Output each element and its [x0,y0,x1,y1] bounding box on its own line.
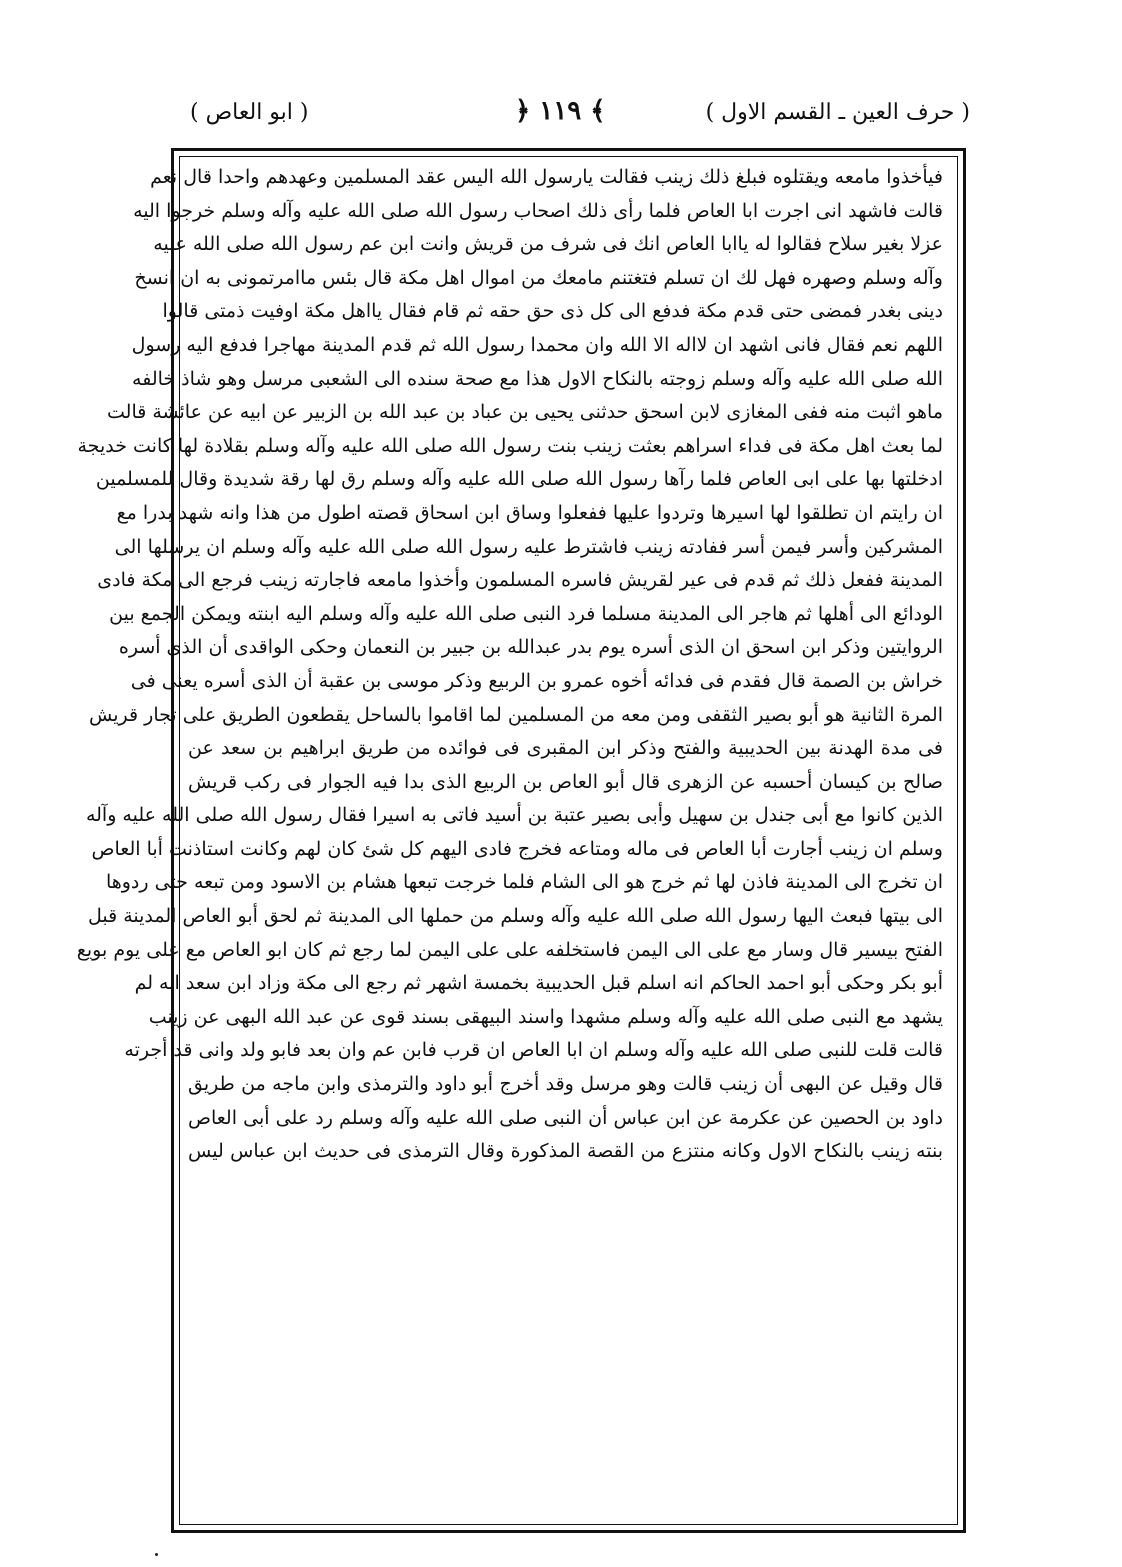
text-line: الى بيتها فبعث اليها رسول الله صلى الله عليه وآله وسلم من حملها الى المدينة ثم لحق أبو العاص المدينة قبل [87,905,943,928]
text-line: يشهد مع النبى صلى الله عليه وآله وسلم مشهدا واسند البيهقى بسند قوى عن عبد الله البهى عن زينب [148,1005,943,1028]
text-line: أبو بكر وحكى أبو احمد الحاكم انه اسلم قبل الحديبية بخمسة اشهر ثم رجع الى مكة وزاد ابن سعد انه لم [134,972,943,995]
scan-speck [155,1553,158,1556]
text-line: الذين كانوا مع أبى جندل بن سهيل وأبى بصير عتبة بن أسيد فاتى به اسيرا فقال رسول الله صلى الله عليه وآله [85,804,943,827]
text-line: لما بعث اهل مكة فى فداء اسراهم بعثت زينب بنت رسول الله صلى الله عليه وآله وسلم بقلادة لها كانت خديجة [77,434,943,457]
text-line: الله صلى الله عليه وآله وسلم زوجته بالنكاح الاول هذا مع صحة سنده الى الشعبى مرسل وهو شاذ خالفه [132,367,943,390]
text-line: عزلا بغير سلاح فقالوا له ياابا العاص انك فى شرف من قريش وانت ابن عم رسول الله صلى الله عليه [153,233,943,256]
text-line: الفتح بيسير قال وسار مع على الى اليمن فاستخلفه على على اليمن لما رجع ثم كان ابو العاص مع على يوم بويع [76,938,943,961]
text-line: خراش بن الصمة قال فقدم فى فدائه أخوه عمرو بن الربيع وذكر موسى بن عقبة أن الذى أسره يعنى فى [130,669,943,692]
text-line: المرة الثانية هو أبو بصير الثقفى ومن معه من المسلمين لما اقاموا بالساحل يقطعون الطريق على تجار قريش [89,703,943,726]
text-line: الودائع الى أهلها ثم هاجر الى المدينة مسلما فرد النبى صلى الله عليه وآله وسلم اليه ابنته ويمكن الجمع بين [109,602,943,625]
text-line: بنته زينب بالنكاح الاول وكانه منتزع من القصة المذكورة وقال الترمذى فى حديث ابن عباس ليس [188,1140,943,1163]
running-head-section: ( حرف العين ـ القسم الاول ) [705,100,970,125]
text-line: المدينة ففعل ذلك ثم قدم فى عير لقريش فاسره المسلمون وأخذوا مامعه فاجارته زينب فرجع الى مكة فادى [97,569,943,592]
running-head-entry: ( ابو العاص ) [190,100,309,125]
text-line: دينى بغدر فمضى حتى قدم مكة فدفع الى كل ذى حق حقه ثم قام فقال يااهل مكة اوفيت ذمتى قالوا [162,300,943,323]
text-frame [76,148,966,1533]
text-line: ان رايتم ان تطلقوا لها اسيرها وتردوا عليها ففعلوا وساق ابن اسحاق قصته اطول من هذا وانه شهد بدرا مع [116,501,943,524]
text-line: قال وقيل عن البهى أن زينب قالت وهو مرسل وقد أخرج أبو داود والترمذى وابن ماجه من طريق [188,1073,943,1096]
text-line: فيأخذوا مامعه ويقتلوه فبلغ ذلك زينب فقالت يارسول الله اليس عقد المسلمين وعهدهم واحدا قال نعم [150,166,943,188]
text-line: ماهو اثبت منه ففى المغازى لابن اسحق حدثنى يحيى بن عباد بن عبد الله بن الزبير عن ابيه عن عائشة قالت [107,401,943,424]
text-line: ادخلتها بها على ابى العاص فلما رآها رسول الله صلى الله عليه وآله وسلم رق لها رقة شديدة وقال للمسلمين [95,468,943,491]
text-line: وآله وسلم وصهره فهل لك ان تسلم فتغتنم مامعك من اموال اهل مكة قال بئس ماامرتمونى به ان انسخ [134,266,943,289]
text-line: قالت قلت للنبى صلى الله عليه وآله وسلم ان ابا العاص ان قرب فابن عم وان بعد فابو ولد وانى قد أجرته [124,1039,943,1062]
text-line: وسلم ان زينب أجارت أبا العاص فى ماله ومتاعه فخرج فادى اليهم كل شئ كان لهم وكانت استاذنت أبا العاص [91,837,943,860]
text-line: صالح بن كيسان أحسبه عن الزهرى قال أبو العاص بن الربيع الذى بدا فيه الجوار فى ركب قريش [188,770,943,793]
body-text [76,161,943,1169]
text-line: الروايتين وذكر ابن اسحق ان الذى أسره يوم بدر عبدالله بن جبير بن النعمان وحكى الواقدى أن الذى أسره [118,636,943,659]
page-header [180,92,980,140]
text-line: داود بن الحصين عن عكرمة عن ابن عباس أن النبى صلى الله عليه وآله وسلم رد على أبى العاص [188,1106,943,1129]
page-number: ﴿ ١١٩ ﴾ [515,96,606,126]
text-line: ان تخرج الى المدينة فاذن لها ثم خرج هو الى الشام فلما خرجت تبعها هشام بن الاسود ومن تبعه حتى ردوها [105,871,943,894]
text-line: فى مدة الهدنة بين الحديبية والفتح وذكر ابن المقبرى فى فوائده من طريق ابراهيم بن سعد عن [188,737,943,760]
text-line: اللهم نعم فقال فانى اشهد ان لااله الا الله وان محمدا رسول الله ثم قدم المدينة مهاجرا فدفع اليه رسول [131,333,943,356]
text-line: المشركين وأسر فيمن أسر ففادته زينب فاشترط عليه رسول الله صلى الله عليه وآله وسلم ان يرسلها الى [114,535,943,558]
text-line: قالت فاشهد انى اجرت ابا العاص فلما رأى ذلك اصحاب رسول الله صلى الله عليه وآله وسلم خرجوا اليه [133,199,943,222]
